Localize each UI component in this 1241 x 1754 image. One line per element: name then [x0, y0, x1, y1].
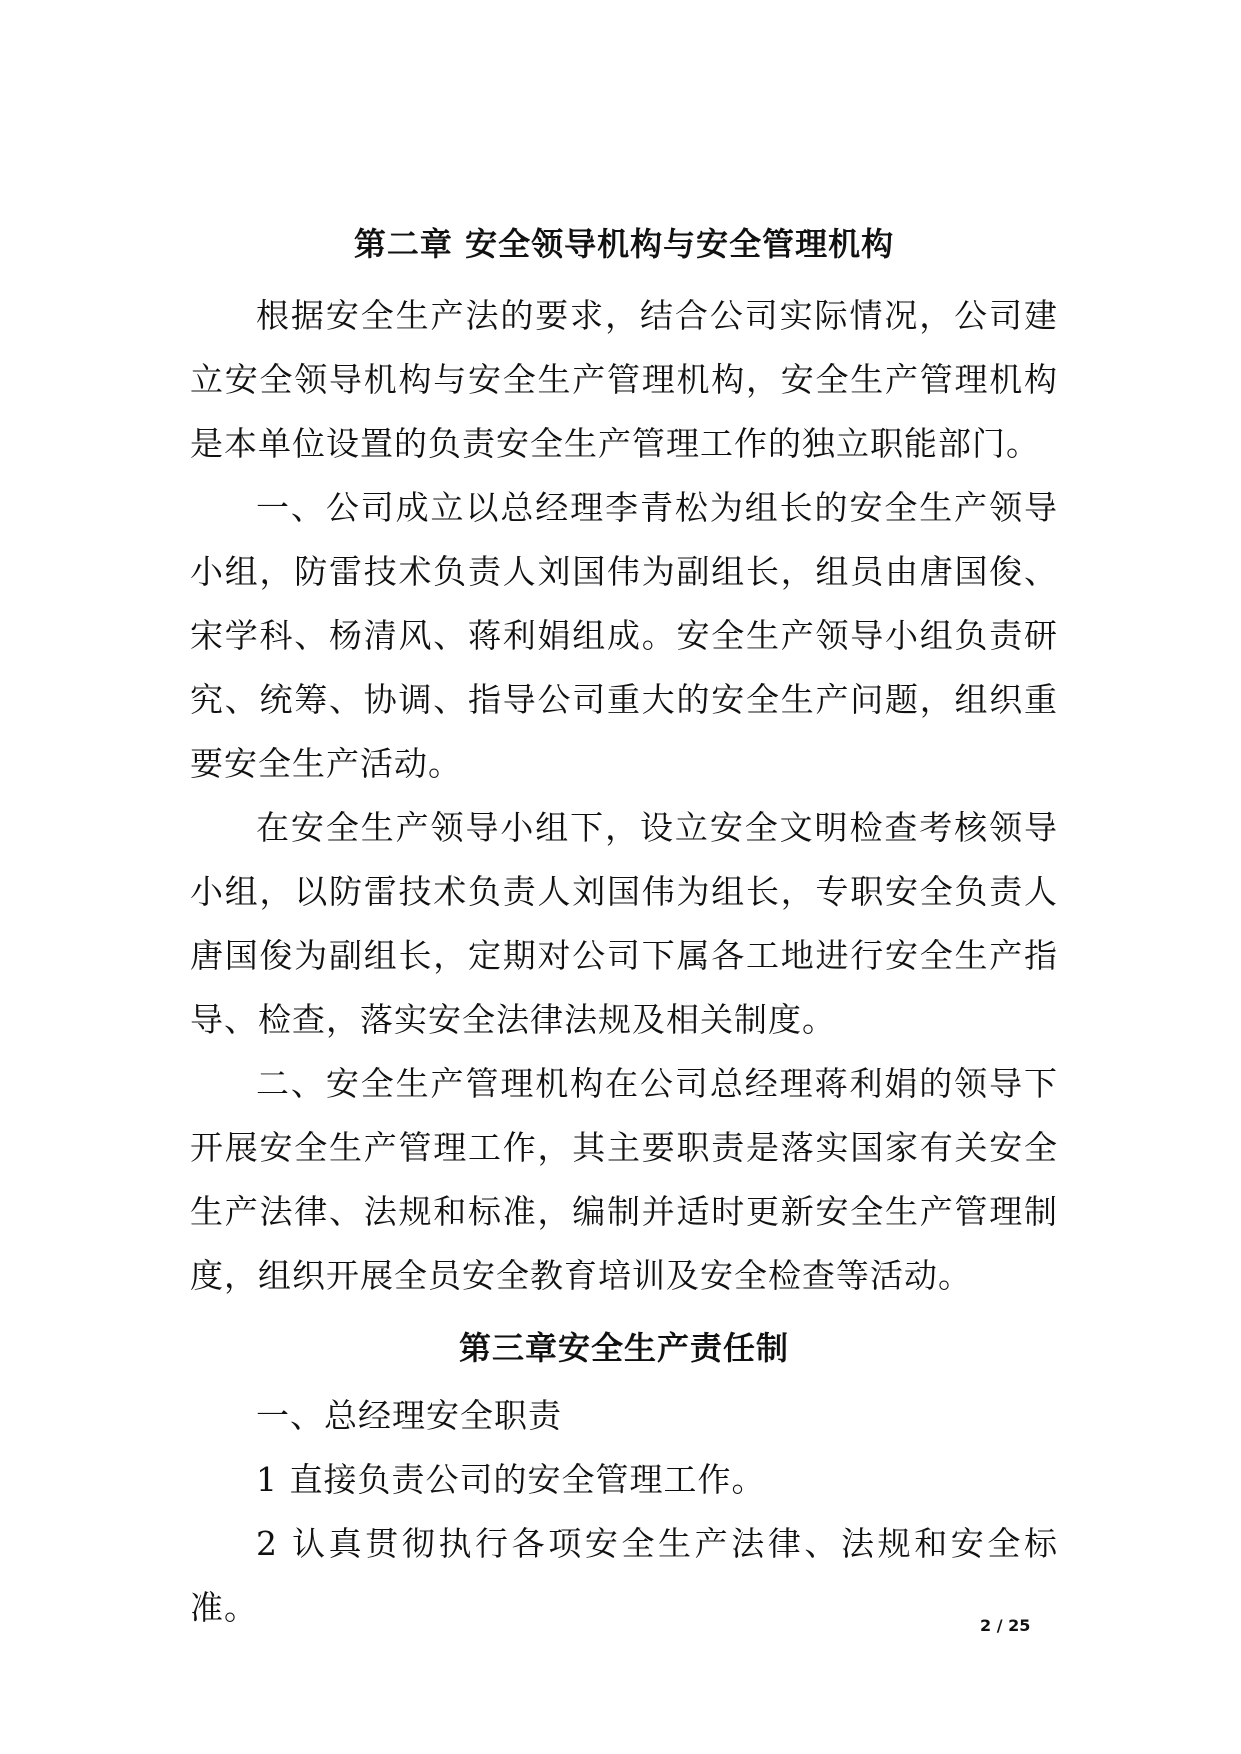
chapter-3-item-2: 2 认真贯彻执行各项安全生产法律、法规和安全标准。 — [190, 1524, 1058, 1627]
chapter-2-paragraph-2: 一、公司成立以总经理李青松为组长的安全生产领导小组，防雷技术负责人刘国伟为副组长，组员由唐国俊、宋学科、杨清风、蒋利娟组成。安全生产领导小组负责研究、统筹、协调、指导公司重大的安全生产问题，组织重要安全生产活动。 — [190, 488, 1058, 783]
chapter-3-item-heading: 一、总经理安全职责 — [256, 1396, 562, 1435]
page-number: 2 / 25 — [980, 1616, 1031, 1635]
document-body — [190, 222, 1058, 1640]
chapter-3-item-1: 1 直接负责公司的安全管理工作。 — [256, 1460, 766, 1499]
chapter-2-paragraph-1: 根据安全生产法的要求，结合公司实际情况，公司建立安全领导机构与安全生产管理机构，安全生产管理机构是本单位设置的负责安全生产管理工作的独立职能部门。 — [190, 296, 1058, 463]
chapter-3-title: 第三章安全生产责任制 — [458, 1329, 789, 1367]
chapter-2-title: 第二章 安全领导机构与安全管理机构 — [353, 225, 895, 263]
chapter-2-paragraph-3: 在安全生产领导小组下，设立安全文明检查考核领导小组，以防雷技术负责人刘国伟为组长，专职安全负责人唐国俊为副组长，定期对公司下属各工地进行安全生产指导、检查，落实安全法律法规及相关制度。 — [190, 808, 1058, 1039]
chapter-2-paragraph-4: 二、安全生产管理机构在公司总经理蒋利娟的领导下开展安全生产管理工作，其主要职责是落实国家有关安全生产法律、法规和标准，编制并适时更新安全生产管理制度，组织开展全员安全教育培训及安全检查等活动。 — [190, 1064, 1058, 1295]
